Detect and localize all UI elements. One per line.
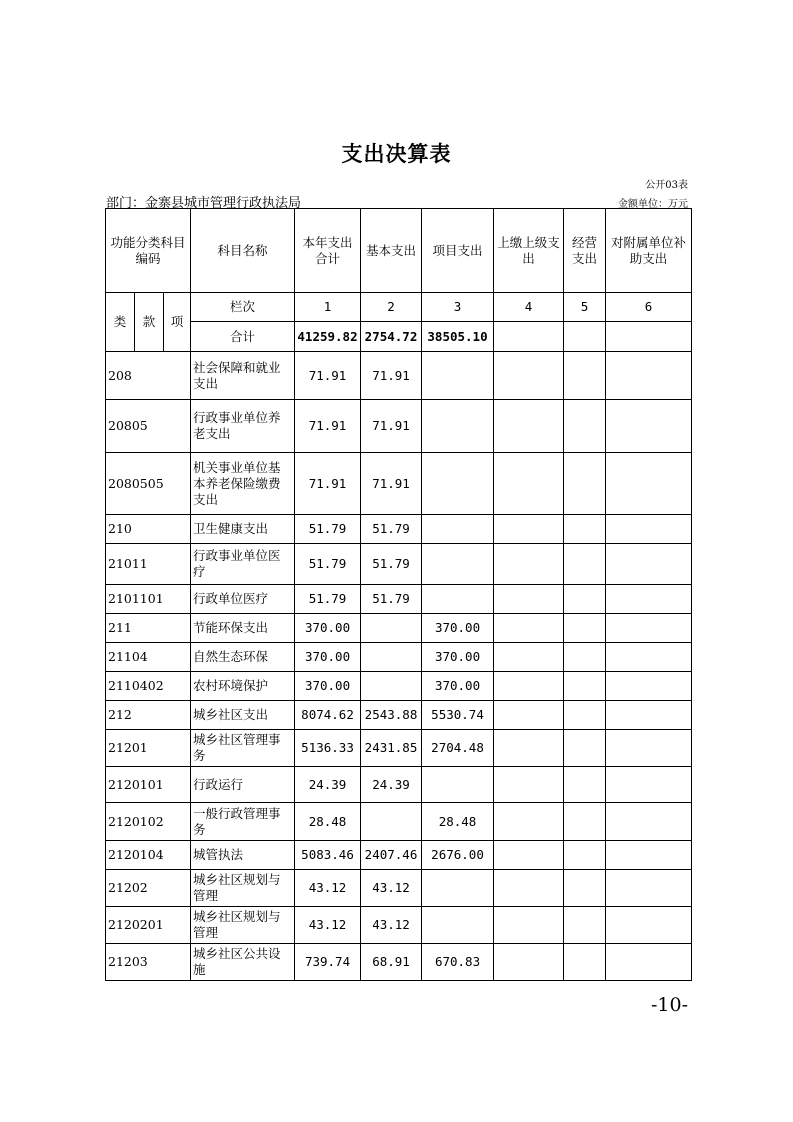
sum-label: 合计 xyxy=(191,322,295,352)
table-row xyxy=(106,907,692,944)
column-index-6: 6 xyxy=(606,293,692,322)
row-upper xyxy=(494,841,564,870)
row-business xyxy=(564,400,606,453)
row-subsidy xyxy=(606,730,692,767)
department-label: 部门：金寨县城市管理行政执法局 xyxy=(106,196,302,211)
header-subsidy: 对附属单位补助支出 xyxy=(606,209,692,293)
row-basic: 2431.85 xyxy=(361,730,422,767)
row-business xyxy=(564,701,606,730)
row-subsidy xyxy=(606,643,692,672)
row-project xyxy=(422,907,494,944)
table-row xyxy=(106,841,692,870)
header-basic: 基本支出 xyxy=(361,209,422,293)
row-basic: 43.12 xyxy=(361,907,422,944)
row-subsidy xyxy=(606,515,692,544)
row-project xyxy=(422,544,494,585)
row-subsidy xyxy=(606,672,692,701)
row-code: 21011 xyxy=(106,544,191,585)
row-total: 51.79 xyxy=(295,544,361,585)
row-name: 行政事业单位养老支出 xyxy=(191,400,295,453)
table-row xyxy=(106,453,692,515)
table-row xyxy=(106,803,692,841)
row-subsidy xyxy=(606,614,692,643)
row-basic: 51.79 xyxy=(361,515,422,544)
row-project: 370.00 xyxy=(422,672,494,701)
row-business xyxy=(564,643,606,672)
row-name: 卫生健康支出 xyxy=(191,515,295,544)
amount-unit-label: 金额单位：万元 xyxy=(618,199,688,210)
row-project: 2704.48 xyxy=(422,730,494,767)
row-business xyxy=(564,585,606,614)
column-index-2: 2 xyxy=(361,293,422,322)
row-code: 2101101 xyxy=(106,585,191,614)
header-business: 经营支出 xyxy=(564,209,606,293)
row-basic: 43.12 xyxy=(361,870,422,907)
column-index-4: 4 xyxy=(494,293,564,322)
row-subsidy xyxy=(606,767,692,803)
row-subsidy xyxy=(606,870,692,907)
row-subsidy xyxy=(606,544,692,585)
row-subsidy xyxy=(606,585,692,614)
row-name: 行政事业单位医疗 xyxy=(191,544,295,585)
column-index-5: 5 xyxy=(564,293,606,322)
row-code: 21104 xyxy=(106,643,191,672)
row-business xyxy=(564,944,606,981)
row-subsidy xyxy=(606,907,692,944)
table-row xyxy=(106,352,692,400)
row-subsidy xyxy=(606,944,692,981)
row-business xyxy=(564,730,606,767)
row-project xyxy=(422,400,494,453)
row-project: 370.00 xyxy=(422,614,494,643)
row-upper xyxy=(494,515,564,544)
header-subject-name: 科目名称 xyxy=(191,209,295,293)
row-project xyxy=(422,767,494,803)
row-subsidy xyxy=(606,803,692,841)
header-project: 项目支出 xyxy=(422,209,494,293)
table-row xyxy=(106,730,692,767)
row-total: 370.00 xyxy=(295,672,361,701)
row-upper xyxy=(494,730,564,767)
row-basic xyxy=(361,643,422,672)
row-business xyxy=(564,352,606,400)
header-upper: 上缴上级支出 xyxy=(494,209,564,293)
row-name: 城乡社区规划与管理 xyxy=(191,870,295,907)
row-project: 670.83 xyxy=(422,944,494,981)
row-upper xyxy=(494,944,564,981)
row-total: 8074.62 xyxy=(295,701,361,730)
row-upper xyxy=(494,803,564,841)
row-code: 2120201 xyxy=(106,907,191,944)
sum-total: 41259.82 xyxy=(295,322,361,352)
row-upper xyxy=(494,544,564,585)
row-name: 城乡社区公共设施 xyxy=(191,944,295,981)
table-row xyxy=(106,643,692,672)
row-code: 2110402 xyxy=(106,672,191,701)
row-subsidy xyxy=(606,352,692,400)
row-upper xyxy=(494,400,564,453)
row-total: 5136.33 xyxy=(295,730,361,767)
row-upper xyxy=(494,672,564,701)
row-business xyxy=(564,907,606,944)
row-business xyxy=(564,614,606,643)
row-total: 43.12 xyxy=(295,870,361,907)
row-code: 21201 xyxy=(106,730,191,767)
table-row xyxy=(106,870,692,907)
page-number: -10- xyxy=(650,994,688,1016)
row-business xyxy=(564,515,606,544)
row-name: 城管执法 xyxy=(191,841,295,870)
row-code: 210 xyxy=(106,515,191,544)
row-upper xyxy=(494,701,564,730)
row-project xyxy=(422,453,494,515)
row-code: 20805 xyxy=(106,400,191,453)
row-upper xyxy=(494,907,564,944)
row-code: 211 xyxy=(106,614,191,643)
row-basic: 71.91 xyxy=(361,352,422,400)
table-row xyxy=(106,544,692,585)
row-basic xyxy=(361,672,422,701)
header-row xyxy=(106,209,692,293)
row-total: 24.39 xyxy=(295,767,361,803)
row-upper xyxy=(494,453,564,515)
page-title: 支出决算表 xyxy=(341,142,452,166)
row-total: 43.12 xyxy=(295,907,361,944)
row-project: 370.00 xyxy=(422,643,494,672)
row-business xyxy=(564,870,606,907)
row-name: 城乡社区规划与管理 xyxy=(191,907,295,944)
row-business xyxy=(564,453,606,515)
row-total: 5083.46 xyxy=(295,841,361,870)
row-project xyxy=(422,585,494,614)
sum-project: 38505.10 xyxy=(422,322,494,352)
sum-basic: 2754.72 xyxy=(361,322,422,352)
row-upper xyxy=(494,870,564,907)
row-basic: 51.79 xyxy=(361,544,422,585)
row-name: 节能环保支出 xyxy=(191,614,295,643)
header-kuan: 款 xyxy=(135,293,164,352)
form-number: 公开03表 xyxy=(645,180,688,191)
row-basic: 51.79 xyxy=(361,585,422,614)
table-row xyxy=(106,400,692,453)
row-code: 21203 xyxy=(106,944,191,981)
row-total: 370.00 xyxy=(295,643,361,672)
row-basic: 2407.46 xyxy=(361,841,422,870)
row-code: 2080505 xyxy=(106,453,191,515)
table-body xyxy=(106,352,692,981)
row-upper xyxy=(494,585,564,614)
row-code: 2120101 xyxy=(106,767,191,803)
row-name: 行政单位医疗 xyxy=(191,585,295,614)
row-code: 212 xyxy=(106,701,191,730)
column-index-row xyxy=(106,293,692,322)
row-business xyxy=(564,544,606,585)
header-func-code: 功能分类科目编码 xyxy=(106,209,191,293)
row-name: 一般行政管理事务 xyxy=(191,803,295,841)
row-business xyxy=(564,841,606,870)
row-name: 社会保障和就业支出 xyxy=(191,352,295,400)
row-project: 28.48 xyxy=(422,803,494,841)
table-row xyxy=(106,585,692,614)
row-basic: 68.91 xyxy=(361,944,422,981)
column-index-1: 1 xyxy=(295,293,361,322)
row-subsidy xyxy=(606,400,692,453)
row-business xyxy=(564,803,606,841)
row-total: 28.48 xyxy=(295,803,361,841)
row-total: 71.91 xyxy=(295,400,361,453)
row-total: 51.79 xyxy=(295,515,361,544)
row-code: 208 xyxy=(106,352,191,400)
row-subsidy xyxy=(606,701,692,730)
row-total: 370.00 xyxy=(295,614,361,643)
column-index-3: 3 xyxy=(422,293,494,322)
row-name: 农村环境保护 xyxy=(191,672,295,701)
row-business xyxy=(564,767,606,803)
row-project xyxy=(422,515,494,544)
header-total: 本年支出合计 xyxy=(295,209,361,293)
row-basic xyxy=(361,803,422,841)
header-lei: 类 xyxy=(106,293,135,352)
row-name: 行政运行 xyxy=(191,767,295,803)
row-total: 51.79 xyxy=(295,585,361,614)
row-subsidy xyxy=(606,841,692,870)
row-name: 自然生态环保 xyxy=(191,643,295,672)
row-basic: 71.91 xyxy=(361,453,422,515)
row-name: 城乡社区管理事务 xyxy=(191,730,295,767)
row-name: 城乡社区支出 xyxy=(191,701,295,730)
column-index-label: 栏次 xyxy=(191,293,295,322)
table-row xyxy=(106,767,692,803)
table-row xyxy=(106,672,692,701)
table-row xyxy=(106,701,692,730)
row-total: 71.91 xyxy=(295,453,361,515)
row-project: 2676.00 xyxy=(422,841,494,870)
row-basic: 2543.88 xyxy=(361,701,422,730)
row-total: 71.91 xyxy=(295,352,361,400)
header-xiang: 项 xyxy=(164,293,191,352)
table-row xyxy=(106,944,692,981)
expenditure-table xyxy=(105,208,692,981)
row-code: 2120102 xyxy=(106,803,191,841)
row-code: 21202 xyxy=(106,870,191,907)
row-business xyxy=(564,672,606,701)
table-row xyxy=(106,614,692,643)
row-project xyxy=(422,870,494,907)
row-total: 739.74 xyxy=(295,944,361,981)
row-subsidy xyxy=(606,453,692,515)
row-upper xyxy=(494,643,564,672)
row-upper xyxy=(494,352,564,400)
row-code: 2120104 xyxy=(106,841,191,870)
row-basic: 71.91 xyxy=(361,400,422,453)
table-row xyxy=(106,515,692,544)
row-upper xyxy=(494,767,564,803)
row-name: 机关事业单位基本养老保险缴费支出 xyxy=(191,453,295,515)
row-upper xyxy=(494,614,564,643)
sum-row xyxy=(106,322,692,352)
row-project: 5530.74 xyxy=(422,701,494,730)
row-basic: 24.39 xyxy=(361,767,422,803)
row-basic xyxy=(361,614,422,643)
row-project xyxy=(422,352,494,400)
